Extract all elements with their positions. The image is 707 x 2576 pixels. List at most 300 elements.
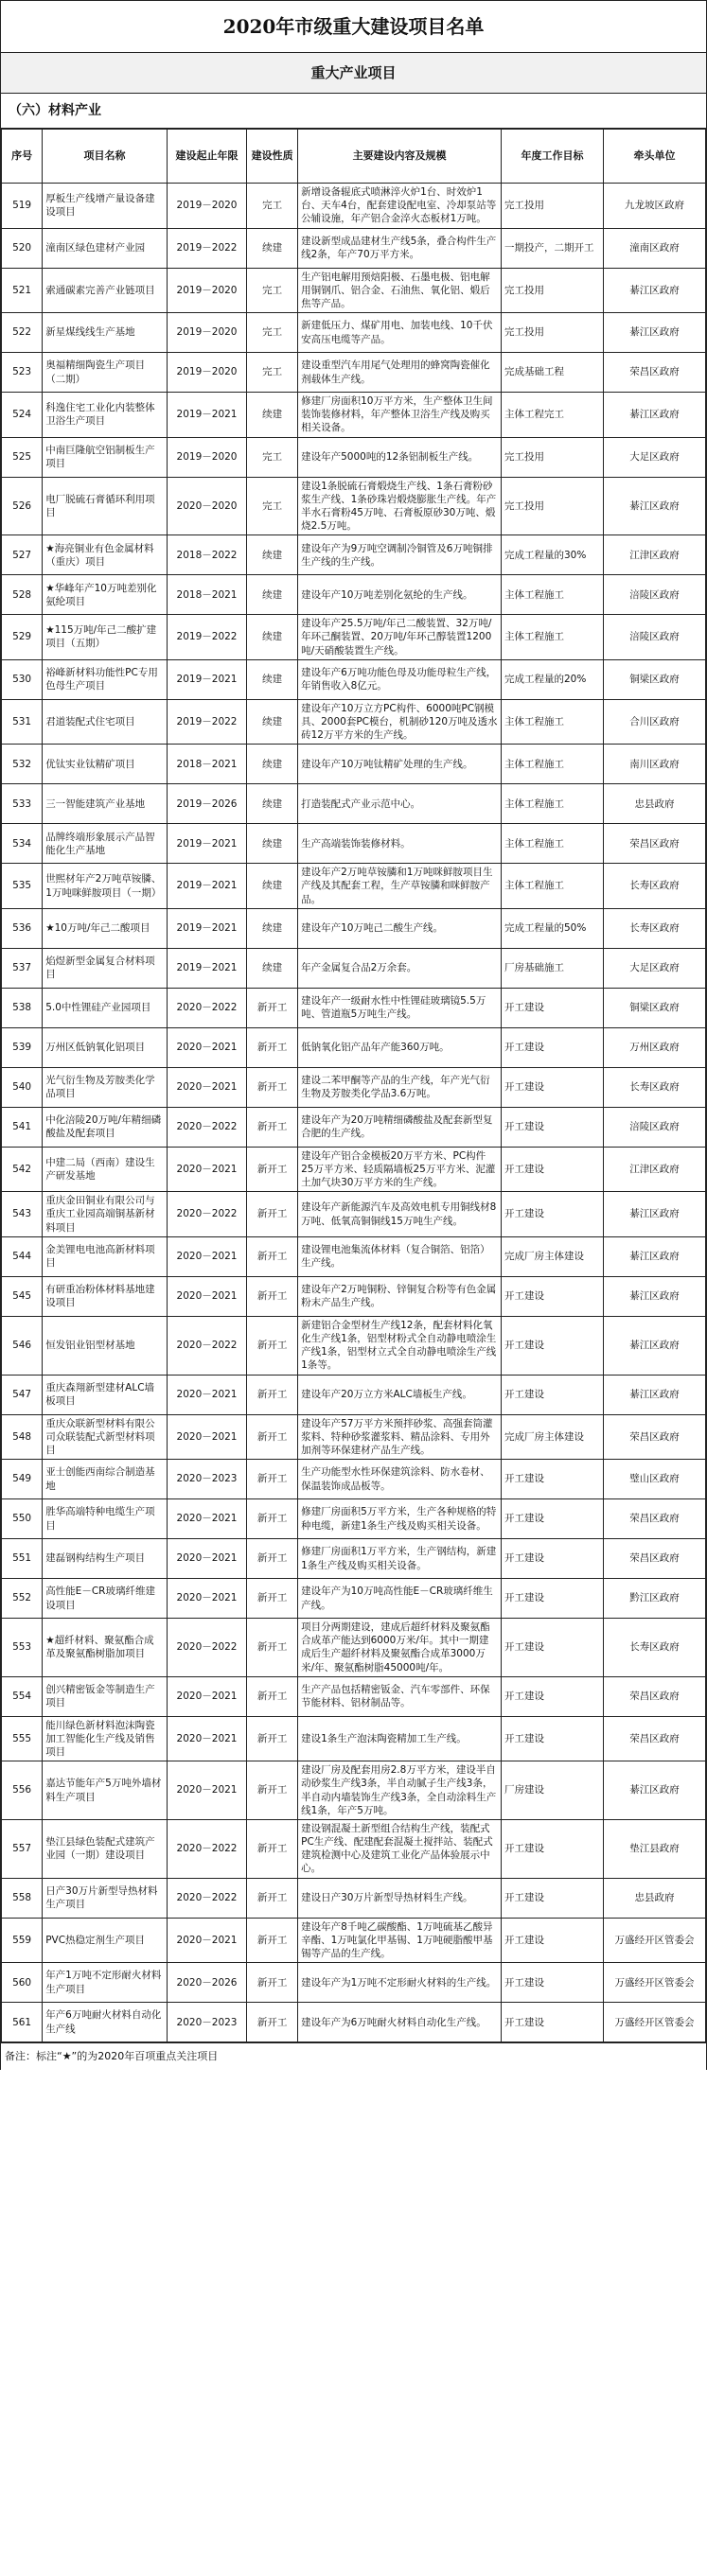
main-content: 建设年产10万立方PC构件、6000吨PC钢模具、2000套PC模台，机制砂120万吨及透水砖12万平方米的生产线。 [298,699,502,745]
main-content: 生产产品包括精密钣金、汽车零部件、环保节能材料、铝材制品等。 [298,1676,502,1716]
header-goal: 年度工作目标 [502,130,604,184]
construction-years: 2020－2021 [167,1147,246,1192]
table-row [2,1963,706,2003]
table-row [2,184,706,229]
construction-nature: 新开工 [247,1499,298,1539]
main-content: 建设厂房及配套用房2.8万平方米，建设半自动砂浆生产线3条，半自动腻子生产线3条，半自动内墙装饰生产线3条，全自动涂料生产线1条，年产5万吨。 [298,1761,502,1820]
lead-unit: 大足区政府 [603,437,705,477]
annual-goal: 开工建设 [502,1316,604,1375]
construction-nature: 完工 [247,477,298,535]
construction-nature: 完工 [247,313,298,353]
construction-years: 2020－2021 [167,1414,246,1460]
construction-nature: 新开工 [247,1619,298,1677]
annual-goal: 开工建设 [502,1716,604,1761]
annual-goal: 开工建设 [502,2003,604,2042]
project-name: 君道装配式住宅项目 [43,699,168,745]
annual-goal: 开工建设 [502,988,604,1027]
project-name: 胜华高端特种电缆生产项目 [43,1499,168,1539]
table-row [2,1676,706,1716]
annual-goal: 开工建设 [502,1107,604,1147]
construction-nature: 完工 [247,437,298,477]
annual-goal: 完成厂房主体建设 [502,1414,604,1460]
construction-years: 2020－2022 [167,1192,246,1237]
annual-goal: 开工建设 [502,1027,604,1067]
project-name: 亚士创能西南综合制造基地 [43,1460,168,1499]
table-row [2,228,706,268]
annual-goal: 开工建设 [502,1067,604,1107]
project-name: 中南巨隆航空铝制板生产项目 [43,437,168,477]
row-number: 548 [2,1414,43,1460]
table-row [2,1539,706,1579]
table-row [2,535,706,575]
construction-years: 2020－2021 [167,1716,246,1761]
construction-nature: 新开工 [247,1236,298,1276]
main-content: 建设年产8千吨乙碳酸酯、1万吨硫基乙酸异辛酯、1万吨氯化甲基锡、1万吨硬脂酸甲基锡等产品的生产线。 [298,1918,502,1963]
main-content: 建设年产25.5万吨/年己二酸装置、32万吨/年环己酮装置、20万吨/年环己醇装置1200吨/天硝酸装置生产线。 [298,615,502,660]
construction-nature: 新开工 [247,1192,298,1237]
lead-unit: 綦江区政府 [603,268,705,313]
lead-unit: 江津区政府 [603,535,705,575]
row-number: 552 [2,1579,43,1619]
lead-unit: 綦江区政府 [603,1761,705,1820]
construction-years: 2019－2021 [167,864,246,909]
main-content: 建设年产为10万吨高性能E－CR玻璃纤维生产线。 [298,1579,502,1619]
header-no: 序号 [2,130,43,184]
annual-goal: 开工建设 [502,1192,604,1237]
construction-nature: 续建 [247,699,298,745]
row-number: 526 [2,477,43,535]
project-name: ★海亮铜业有色金属材料（重庆）项目 [43,535,168,575]
main-content: 建设年产一级耐水性中性锂硅玻璃镜5.5万吨、管道瓶5万吨生产线。 [298,988,502,1027]
table-row [2,1716,706,1761]
row-number: 538 [2,988,43,1027]
row-number: 523 [2,353,43,393]
row-number: 533 [2,784,43,824]
construction-years: 2019－2020 [167,353,246,393]
annual-goal: 完成厂房主体建设 [502,1236,604,1276]
construction-years: 2020－2022 [167,1107,246,1147]
annual-goal: 主体工程施工 [502,699,604,745]
project-name: 重庆众联新型材料有限公司众联装配式新型材料项目 [43,1414,168,1460]
header-years: 建设起止年限 [167,130,246,184]
annual-goal: 主体工程施工 [502,575,604,615]
construction-nature: 新开工 [247,1147,298,1192]
construction-years: 2020－2021 [167,1067,246,1107]
table-row [2,353,706,393]
construction-nature: 新开工 [247,1918,298,1963]
annual-goal: 厂房基础施工 [502,948,604,988]
main-content: 修建厂房面积10万平方米，生产整体卫生间装饰装修材料，年产整体卫浴生产线及购买相关设备。 [298,393,502,438]
lead-unit: 大足区政府 [603,948,705,988]
construction-years: 2018－2021 [167,745,246,784]
construction-years: 2020－2022 [167,1316,246,1375]
table-row [2,1460,706,1499]
construction-years: 2019－2021 [167,948,246,988]
main-content: 建设年产6万吨功能色母及功能母粒生产线，年销售收入8亿元。 [298,659,502,699]
project-name: 5.0中性锂硅产业园项目 [43,988,168,1027]
main-content: 建设重型汽车用尾气处理用的蜂窝陶瓷催化剂载体生产线。 [298,353,502,393]
lead-unit: 荣昌区政府 [603,1539,705,1579]
footnote: 备注：标注“★”的为2020年百项重点关注项目 [1,2042,706,2070]
row-number: 527 [2,535,43,575]
construction-nature: 新开工 [247,1716,298,1761]
project-name: 恒发铝业铝型材基地 [43,1316,168,1375]
project-name: 能川绿色新材料泡沫陶瓷加工智能化生产线及销售项目 [43,1716,168,1761]
construction-nature: 新开工 [247,2003,298,2042]
annual-goal: 开工建设 [502,1676,604,1716]
main-content: 建设年产57万平方米预拌砂浆、高强套筒灌浆料、特种砂浆灌浆料、精品涂料、专用外加剂等环保建材产品生产线。 [298,1414,502,1460]
construction-years: 2020－2021 [167,1918,246,1963]
annual-goal: 一期投产，二期开工 [502,228,604,268]
annual-goal: 完工投用 [502,477,604,535]
main-content: 新建低压力、煤矿用电、加装电线、10千伏安高压电缆等产品。 [298,313,502,353]
document-title: 2020年市级重大建设项目名单 [1,0,706,53]
table-row [2,1107,706,1147]
table-body [2,184,706,2042]
main-content: 建设年产5000吨的12条铝制板生产线。 [298,437,502,477]
project-name: 潼南区绿色建材产业园 [43,228,168,268]
lead-unit: 荣昌区政府 [603,1499,705,1539]
project-name: ★华峰年产10万吨差别化氨纶项目 [43,575,168,615]
construction-nature: 完工 [247,353,298,393]
project-name: 焰煜新型金属复合材料项目 [43,948,168,988]
main-content: 建设年产2万吨草铵膦和1万吨咪鲜胺项目生产线及其配套工程，生产草铵膦和咪鲜胺产品。 [298,864,502,909]
lead-unit: 綦江区政府 [603,1316,705,1375]
row-number: 532 [2,745,43,784]
construction-years: 2019－2020 [167,268,246,313]
project-name: 索通碳素完善产业链项目 [43,268,168,313]
annual-goal: 完工投用 [502,184,604,229]
annual-goal: 主体工程施工 [502,615,604,660]
project-name: 优钛实业钛精矿项目 [43,745,168,784]
table-row [2,1761,706,1820]
table-row [2,575,706,615]
table-row [2,1236,706,1276]
row-number: 556 [2,1761,43,1820]
row-number: 541 [2,1107,43,1147]
row-number: 544 [2,1236,43,1276]
main-content: 建设年产10万吨差别化氨纶的生产线。 [298,575,502,615]
main-content: 建设年产为20万吨精细磷酸盐及配套新型复合肥的生产线。 [298,1107,502,1147]
lead-unit: 垫江县政府 [603,1819,705,1878]
construction-nature: 新开工 [247,1460,298,1499]
table-row [2,784,706,824]
project-name: 厚板生产线增产量设备建设项目 [43,184,168,229]
lead-unit: 涪陵区政府 [603,575,705,615]
row-number: 521 [2,268,43,313]
construction-years: 2018－2021 [167,575,246,615]
construction-years: 2020－2026 [167,1963,246,2003]
annual-goal: 开工建设 [502,1375,604,1414]
construction-years: 2020－2022 [167,988,246,1027]
project-name: 中建二局（西南）建设生产研发基地 [43,1147,168,1192]
main-content: 建设年产为1万吨不定形耐火材料的生产线。 [298,1963,502,2003]
main-content: 建设年产10万吨己二酸生产线。 [298,908,502,948]
lead-unit: 铜梁区政府 [603,988,705,1027]
lead-unit: 綦江区政府 [603,1192,705,1237]
main-content: 生产高端装饰装修材料。 [298,824,502,864]
row-number: 529 [2,615,43,660]
construction-nature: 新开工 [247,1067,298,1107]
project-name: 创兴精密钣金等制造生产项目 [43,1676,168,1716]
row-number: 550 [2,1499,43,1539]
construction-nature: 新开工 [247,1579,298,1619]
main-content: 打造装配式产业示范中心。 [298,784,502,824]
project-table [1,129,706,2042]
table-row [2,1067,706,1107]
lead-unit: 荣昌区政府 [603,1716,705,1761]
project-name: 金美锂电电池高新材料项目 [43,1236,168,1276]
table-row [2,659,706,699]
construction-nature: 续建 [247,535,298,575]
project-name: 品牌终端形象展示产品智能化生产基地 [43,824,168,864]
annual-goal: 主体工程施工 [502,784,604,824]
project-name: ★10万吨/年己二酸项目 [43,908,168,948]
category-heading: （六）材料产业 [1,94,706,129]
project-name: 三一智能建筑产业基地 [43,784,168,824]
lead-unit: 万州区政府 [603,1027,705,1067]
main-content: 新建铝合金型材生产线12条，配套材料化氧化生产线1条，铝型材粉式全自动静电喷涂生产线1条，铝型材立式全自动静电喷涂生产线1条等。 [298,1316,502,1375]
lead-unit: 綦江区政府 [603,1276,705,1316]
main-content: 建设锂电池集流体材料（复合铜箔、铝箔）生产线。 [298,1236,502,1276]
row-number: 553 [2,1619,43,1677]
annual-goal: 完成工程量的50% [502,908,604,948]
annual-goal: 开工建设 [502,1147,604,1192]
construction-nature: 续建 [247,228,298,268]
construction-years: 2019－2022 [167,615,246,660]
lead-unit: 荣昌区政府 [603,353,705,393]
table-row [2,1375,706,1414]
construction-years: 2019－2021 [167,908,246,948]
construction-nature: 新开工 [247,1414,298,1460]
annual-goal: 主体工程施工 [502,864,604,909]
lead-unit: 铜梁区政府 [603,659,705,699]
main-content: 建设1条脱硫石膏煅烧生产线、1条石膏粉砂浆生产线、1条砂珠岩煅烧膨胀生产线。年产半水石膏粉45万吨、石膏板原砂30万吨、煅烧2.5万吨。 [298,477,502,535]
table-row [2,1579,706,1619]
construction-years: 2019－2021 [167,659,246,699]
main-content: 生产功能型水性环保建筑涂料、防水卷材、保温装饰成品板等。 [298,1460,502,1499]
row-number: 524 [2,393,43,438]
lead-unit: 万盛经开区管委会 [603,1918,705,1963]
main-content: 建设新型成品建材生产线5条，叠合构件生产线2条，年产70万平方米。 [298,228,502,268]
table-row [2,2003,706,2042]
lead-unit: 璧山区政府 [603,1460,705,1499]
annual-goal: 开工建设 [502,1276,604,1316]
construction-years: 2020－2022 [167,1878,246,1918]
construction-nature: 新开工 [247,988,298,1027]
main-content: 修建厂房面积1万平方米，生产钢结构，新建1条生产线及购买相关设备。 [298,1539,502,1579]
table-row [2,268,706,313]
lead-unit: 綦江区政府 [603,1375,705,1414]
row-number: 520 [2,228,43,268]
project-name: 光气衍生物及芳胺类化学品项目 [43,1067,168,1107]
construction-years: 2020－2021 [167,1761,246,1820]
lead-unit: 长寿区政府 [603,908,705,948]
row-number: 540 [2,1067,43,1107]
construction-nature: 续建 [247,659,298,699]
construction-years: 2019－2026 [167,784,246,824]
annual-goal: 开工建设 [502,1963,604,2003]
lead-unit: 忠县政府 [603,784,705,824]
construction-years: 2020－2021 [167,1375,246,1414]
construction-years: 2020－2022 [167,1619,246,1677]
project-name: 年产1万吨不定形耐火材料生产项目 [43,1963,168,2003]
table-row [2,313,706,353]
row-number: 557 [2,1819,43,1878]
header-name: 项目名称 [43,130,168,184]
construction-years: 2020－2022 [167,1819,246,1878]
project-name: 世熙材年产2万吨草铵膦、1万吨咪鲜胺项目（一期） [43,864,168,909]
annual-goal: 完工投用 [502,437,604,477]
row-number: 560 [2,1963,43,2003]
row-number: 549 [2,1460,43,1499]
project-name: 嘉达节能年产5万吨外墙材料生产项目 [43,1761,168,1820]
annual-goal: 开工建设 [502,1539,604,1579]
lead-unit: 綦江区政府 [603,477,705,535]
construction-nature: 新开工 [247,1878,298,1918]
project-name: 日产30万片新型导热材料生产项目 [43,1878,168,1918]
annual-goal: 完成工程量的20% [502,659,604,699]
construction-nature: 新开工 [247,1107,298,1147]
lead-unit: 涪陵区政府 [603,1107,705,1147]
project-name: ★超纤材料、聚氨酯合成革及聚氨酯树脂加项目 [43,1619,168,1677]
annual-goal: 开工建设 [502,1819,604,1878]
main-content: 建设二苯甲酮等产品的生产线，年产光气衍生物及芳胺类化学品3.6万吨。 [298,1067,502,1107]
lead-unit: 江津区政府 [603,1147,705,1192]
lead-unit: 黔江区政府 [603,1579,705,1619]
construction-years: 2020－2021 [167,1579,246,1619]
construction-nature: 续建 [247,948,298,988]
lead-unit: 綦江区政府 [603,1236,705,1276]
row-number: 555 [2,1716,43,1761]
lead-unit: 合川区政府 [603,699,705,745]
project-name: 有研重冶粉体材料基地建设项目 [43,1276,168,1316]
row-number: 519 [2,184,43,229]
table-row [2,1819,706,1878]
row-number: 537 [2,948,43,988]
project-name: ★115万吨/年己二酸扩建项目（五期） [43,615,168,660]
table-row [2,1619,706,1677]
annual-goal: 开工建设 [502,1619,604,1677]
main-content: 建设年产为9万吨空调制冷铜管及6万吨铜排生产线的生产线。 [298,535,502,575]
table-row [2,988,706,1027]
construction-years: 2019－2022 [167,699,246,745]
construction-years: 2020－2021 [167,1236,246,1276]
row-number: 525 [2,437,43,477]
project-name: 高性能E－CR玻璃纤维建设项目 [43,1579,168,1619]
construction-years: 2020－2021 [167,1027,246,1067]
table-row [2,437,706,477]
header-nature: 建设性质 [247,130,298,184]
construction-years: 2020－2021 [167,1276,246,1316]
main-content: 新增设备辊底式喷淋淬火炉1台、时效炉1台、天车4台，配套建设配电室、冷却泵站等公辅设施，年产铝合金淬火态板材1万吨。 [298,184,502,229]
project-name: 重庆森翔新型建材ALC墙板项目 [43,1375,168,1414]
lead-unit: 南川区政府 [603,745,705,784]
lead-unit: 綦江区政府 [603,393,705,438]
main-content: 年产金属复合品2万余套。 [298,948,502,988]
row-number: 542 [2,1147,43,1192]
project-name: 科逸住宅工业化内装整体卫浴生产项目 [43,393,168,438]
table-row [2,615,706,660]
main-content: 项目分两期建设，建成后超纤材料及聚氨酯合成革产能达到6000万米/年。其中一期建成后生产超纤材料及聚氨酯合成革3000万米/年、聚氨酯树脂45000吨/年。 [298,1619,502,1677]
row-number: 539 [2,1027,43,1067]
main-content: 建设年产20万立方米ALC墙板生产线。 [298,1375,502,1414]
main-content: 生产铝电解用预焙阳极、石墨电极、铝电解用铜钢爪、铝合金、石油焦、氧化铝、煅后焦等产品。 [298,268,502,313]
table-header-row [2,130,706,184]
main-content: 低钠氧化铝产品年产能360万吨。 [298,1027,502,1067]
table-row [2,1027,706,1067]
project-name: 中化涪陵20万吨/年精细磷酸盐及配套项目 [43,1107,168,1147]
row-number: 531 [2,699,43,745]
row-number: 528 [2,575,43,615]
construction-nature: 新开工 [247,1027,298,1067]
row-number: 530 [2,659,43,699]
main-content: 建设年产为6万吨耐火材料自动化生产线。 [298,2003,502,2042]
project-name: 奥福精细陶瓷生产项目（二期） [43,353,168,393]
construction-years: 2019－2020 [167,437,246,477]
construction-years: 2019－2022 [167,228,246,268]
lead-unit: 荣昌区政府 [603,1414,705,1460]
lead-unit: 涪陵区政府 [603,615,705,660]
header-unit: 牵头单位 [603,130,705,184]
table-row [2,908,706,948]
project-name: 万州区低钠氧化铝项目 [43,1027,168,1067]
table-row [2,1147,706,1192]
main-content: 建设年产2万吨铜粉、锌铜复合粉等有色金属粉末产品生产线。 [298,1276,502,1316]
construction-years: 2020－2021 [167,1539,246,1579]
construction-years: 2019－2021 [167,393,246,438]
lead-unit: 潼南区政府 [603,228,705,268]
main-content: 修建厂房面积5万平方米，生产各种规格的特种电缆，新建1条生产线及购买相关设备。 [298,1499,502,1539]
project-name: 裕峰新材料功能性PC专用色母生产项目 [43,659,168,699]
lead-unit: 荣昌区政府 [603,1676,705,1716]
construction-nature: 新开工 [247,1276,298,1316]
construction-years: 2019－2020 [167,313,246,353]
lead-unit: 荣昌区政府 [603,824,705,864]
construction-nature: 续建 [247,615,298,660]
annual-goal: 开工建设 [502,1918,604,1963]
row-number: 546 [2,1316,43,1375]
annual-goal: 完工投用 [502,313,604,353]
main-content: 建设年产铝合金模板20万平方米、PC构件25万平方米、轻质隔墙板25万平方米、泥灌土加气块30万平方米的生产线。 [298,1147,502,1192]
main-content: 建设年产新能源汽车及高效电机专用铜线材8万吨、低氧高铜铜线15万吨生产线。 [298,1192,502,1237]
row-number: 559 [2,1918,43,1963]
construction-years: 2020－2020 [167,477,246,535]
table-row [2,948,706,988]
construction-nature: 新开工 [247,1676,298,1716]
main-content: 建设钢混凝土新型组合结构生产线，装配式PC生产线、配建配套混凝土搅拌站、装配式建筑检测中心及建筑工业化产品体验展示中心。 [298,1819,502,1878]
annual-goal: 完成基础工程 [502,353,604,393]
row-number: 522 [2,313,43,353]
construction-years: 2018－2022 [167,535,246,575]
annual-goal: 完成工程量的30% [502,535,604,575]
main-content: 建设1条生产泡沫陶瓷精加工生产线。 [298,1716,502,1761]
main-content: 建设年产10万吨钛精矿处理的生产线。 [298,745,502,784]
construction-years: 2019－2021 [167,824,246,864]
construction-nature: 完工 [247,268,298,313]
lead-unit: 长寿区政府 [603,1619,705,1677]
construction-years: 2019－2020 [167,184,246,229]
project-name: 电厂脱硫石膏循环利用项目 [43,477,168,535]
lead-unit: 长寿区政府 [603,864,705,909]
annual-goal: 开工建设 [502,1878,604,1918]
annual-goal: 开工建设 [502,1499,604,1539]
lead-unit: 忠县政府 [603,1878,705,1918]
table-row [2,1414,706,1460]
project-name: 新星煤线线生产基地 [43,313,168,353]
construction-years: 2020－2023 [167,1460,246,1499]
row-number: 534 [2,824,43,864]
